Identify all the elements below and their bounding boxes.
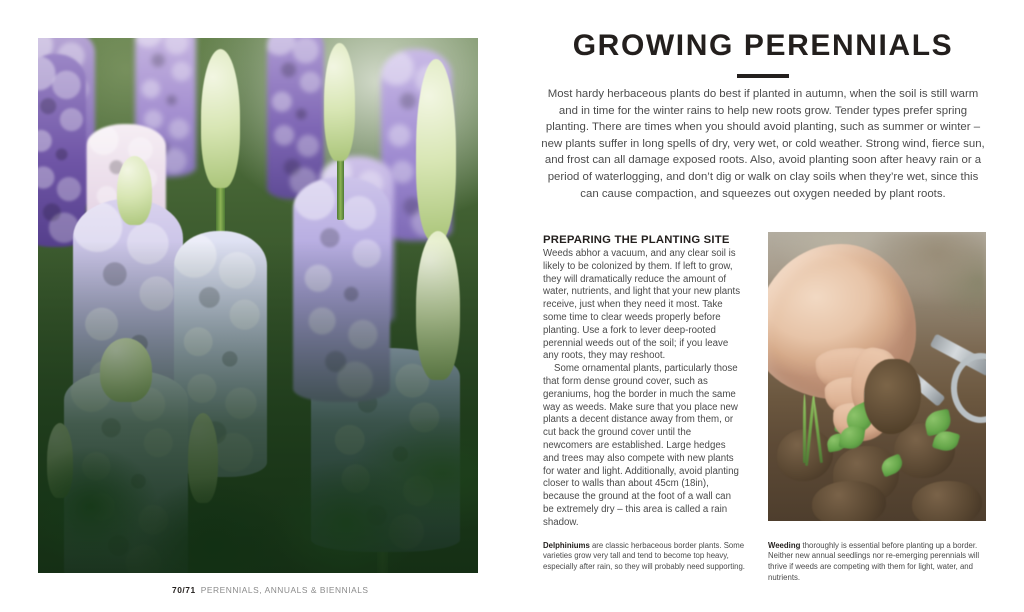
section-paragraph-2: Some ornamental plants, particularly those that form dense ground cover, such as geraniums, hog the border in much the same way as weeds. Make sure that you place new plants a decent distance away from them, or cut back the ground cover until the newcomers are established. Large hedges and trees may also compete with new plants for water and light. Additionally, avoid planting closer to walls than about 45cm (18in), because the ground at the foot of a wall can be extremely dry – this area is called a rain shadow. bbox=[543, 363, 739, 528]
title-rule bbox=[737, 74, 789, 78]
flower-bud-tip bbox=[416, 59, 456, 241]
section-paragraph-1: Weeds abhor a vacuum, and any clear soil is likely to be colonized by them. If left to grow, they will dramatically reduce the amount of water, nutrients, and light that your new plants receive, just when they need it most. Take some time to clear weeds properly before planting. Use a fork to lever deep-rooted perennial weeds out of the soil; if you leave any roots, they may reshoot. bbox=[543, 248, 741, 362]
page-footer bbox=[172, 585, 369, 595]
flower-spike-background bbox=[267, 38, 324, 199]
caption-delphinium-text: are classic herbaceous border plants. Some varieties grow very tall and tend to become top heavy, especially after rain, so they will probably need supporting. bbox=[543, 540, 745, 571]
delphinium-border-photo bbox=[38, 38, 478, 573]
soil-clod bbox=[812, 481, 886, 521]
preparing-section bbox=[543, 234, 743, 530]
caption-delphinium-lead: Delphiniums bbox=[543, 540, 590, 550]
hand-weeding-photo bbox=[768, 232, 986, 521]
intro-paragraph: Most hardy herbaceous plants do best if planted in autumn, when the soil is still warm and in time for the winter rains to help new roots grow. Tender types prefer spring planting. There are times when you should avoid planting, such as summer or winter – new plants suffer in long spells of dry, very wet, or cold weather. Strong wind, fierce sun, and frost can all damage exposed roots. Also, avoid planting soon after heavy rain or a period of waterlogging, and don’t dig or walk on clay soils when they’re wet, since this can cause compaction, and squeezes out oxygen needed by plant roots. bbox=[541, 88, 985, 200]
caption-weeding bbox=[768, 541, 986, 583]
caption-weeding-lead: Weeding bbox=[768, 540, 801, 550]
page-title: GROWING PERENNIALS bbox=[572, 29, 954, 62]
flower-bud-tip bbox=[117, 156, 152, 226]
footer-section-label: PERENNIALS, ANNUALS & BIENNIALS bbox=[200, 585, 369, 595]
caption-weeding-text: thoroughly is essential before planting up a border. Neither new annual seedlings nor re-emerging perennials will thrive if weeds are competing with them for light, water, and nutrients. bbox=[768, 540, 980, 582]
flower-bud-tip bbox=[324, 43, 355, 161]
flower-bud-tip bbox=[201, 49, 241, 188]
headline-block bbox=[540, 30, 986, 78]
caption-delphinium bbox=[543, 541, 748, 573]
folio-number: 70/71 bbox=[172, 585, 196, 595]
soil-clod bbox=[912, 481, 982, 521]
foliage-understory bbox=[38, 241, 478, 573]
section-heading: PREPARING THE PLANTING SITE bbox=[543, 234, 730, 246]
